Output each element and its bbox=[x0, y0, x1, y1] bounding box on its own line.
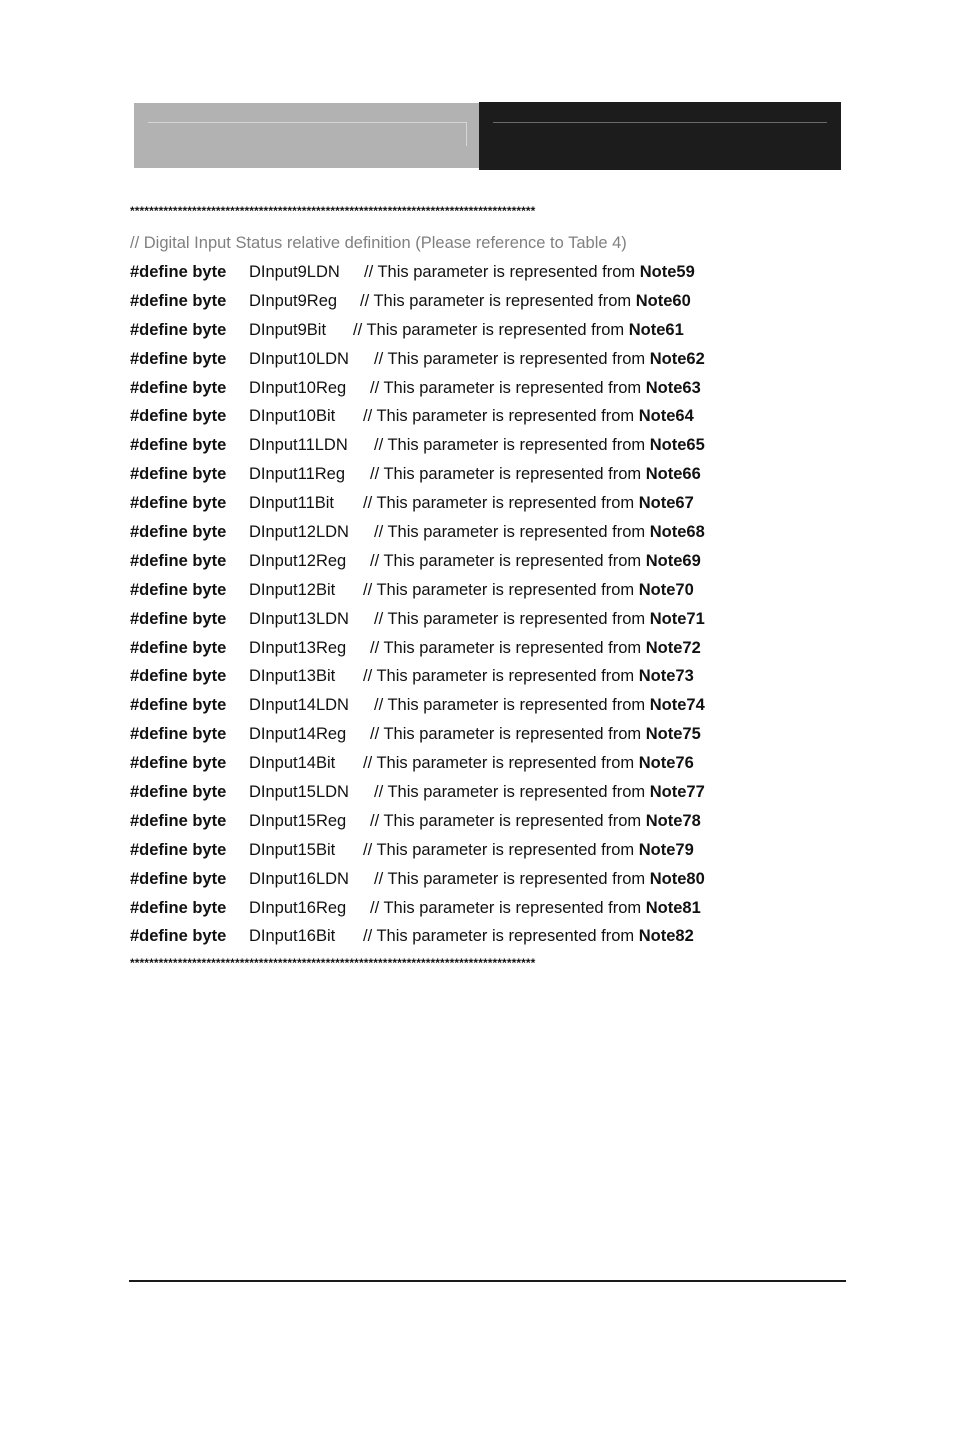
define-name: DInput10Reg bbox=[249, 378, 347, 397]
note-reference: Note59 bbox=[639, 263, 695, 281]
comment-text: // This parameter is represented from bbox=[374, 349, 650, 368]
define-comment bbox=[363, 925, 694, 947]
define-row bbox=[130, 723, 830, 752]
define-keyword: #define byte bbox=[130, 378, 227, 397]
note-reference: Note65 bbox=[649, 436, 705, 455]
define-row bbox=[130, 492, 830, 521]
define-keyword: #define byte bbox=[130, 869, 227, 888]
note-reference: Note75 bbox=[645, 725, 701, 744]
note-reference: Note63 bbox=[645, 378, 701, 397]
define-row bbox=[130, 839, 830, 868]
define-comment bbox=[374, 434, 705, 456]
define-name: DInput16LDN bbox=[249, 869, 349, 888]
define-name: DInput9LDN bbox=[249, 263, 340, 281]
define-name: DInput16Bit bbox=[249, 927, 336, 946]
define-row bbox=[130, 637, 830, 666]
note-reference: Note81 bbox=[645, 898, 701, 917]
define-comment bbox=[374, 608, 705, 630]
header-left-rule bbox=[148, 122, 466, 123]
comment-text: // This parameter is represented from bbox=[370, 638, 646, 657]
note-reference: Note60 bbox=[635, 291, 691, 310]
define-row bbox=[130, 377, 830, 406]
define-name: DInput15Reg bbox=[249, 811, 347, 830]
define-name: DInput12Bit bbox=[249, 580, 336, 599]
define-row bbox=[130, 810, 830, 839]
define-name: DInput14LDN bbox=[249, 696, 349, 715]
define-keyword: #define byte bbox=[130, 436, 227, 455]
define-keyword: #define byte bbox=[130, 407, 227, 426]
define-name: DInput13LDN bbox=[249, 609, 349, 628]
comment-text: // This parameter is represented from bbox=[374, 523, 650, 542]
define-keyword: #define byte bbox=[130, 320, 227, 339]
footer-rule bbox=[129, 1280, 846, 1282]
define-row bbox=[130, 550, 830, 579]
define-row bbox=[130, 434, 830, 463]
note-reference: Note78 bbox=[645, 811, 701, 830]
define-keyword: #define byte bbox=[130, 783, 227, 802]
note-reference: Note70 bbox=[638, 580, 694, 599]
note-reference: Note73 bbox=[638, 667, 694, 686]
note-reference: Note77 bbox=[649, 783, 705, 802]
define-row bbox=[130, 579, 830, 608]
header-left-tab bbox=[134, 103, 479, 168]
note-reference: Note61 bbox=[628, 320, 684, 339]
comment-text: // This parameter is represented from bbox=[370, 898, 646, 917]
note-reference: Note74 bbox=[649, 696, 705, 715]
note-reference: Note80 bbox=[649, 869, 705, 888]
comment-text: // This parameter is represented from bbox=[370, 551, 646, 570]
define-row bbox=[130, 665, 830, 694]
define-name: DInput16Reg bbox=[249, 898, 347, 917]
define-comment bbox=[374, 694, 705, 716]
note-reference: Note71 bbox=[649, 609, 705, 628]
define-name: DInput15Bit bbox=[249, 840, 336, 859]
define-row bbox=[130, 463, 830, 492]
define-comment bbox=[374, 348, 705, 370]
comment-text: // This parameter is represented from bbox=[364, 263, 640, 281]
comment-text: // This parameter is represented from bbox=[363, 407, 639, 426]
define-row bbox=[130, 752, 830, 781]
note-reference: Note69 bbox=[645, 551, 701, 570]
comment-text: // This parameter is represented from bbox=[374, 696, 650, 715]
define-row bbox=[130, 897, 830, 926]
define-row bbox=[130, 781, 830, 810]
define-keyword: #define byte bbox=[130, 840, 227, 859]
define-keyword: #define byte bbox=[130, 696, 227, 715]
note-reference: Note64 bbox=[638, 407, 694, 426]
note-reference: Note68 bbox=[649, 523, 705, 542]
comment-text: // This parameter is represented from bbox=[360, 291, 636, 310]
define-name: DInput9Reg bbox=[249, 291, 338, 310]
define-keyword: #define byte bbox=[130, 725, 227, 744]
define-keyword: #define byte bbox=[130, 638, 227, 657]
define-row bbox=[130, 694, 830, 723]
define-comment bbox=[370, 377, 701, 399]
define-comment bbox=[370, 463, 701, 485]
define-comment bbox=[360, 290, 691, 312]
define-comment bbox=[353, 319, 684, 341]
define-name: DInput13Bit bbox=[249, 667, 336, 686]
define-comment bbox=[364, 261, 695, 283]
define-name: DInput10LDN bbox=[249, 349, 349, 368]
define-comment bbox=[370, 810, 701, 832]
define-keyword: #define byte bbox=[130, 811, 227, 830]
define-keyword: #define byte bbox=[130, 551, 227, 570]
define-row bbox=[130, 521, 830, 550]
define-keyword: #define byte bbox=[130, 523, 227, 542]
comment-text: // This parameter is represented from bbox=[374, 783, 650, 802]
define-comment bbox=[363, 839, 694, 861]
comment-text: // This parameter is represented from bbox=[374, 436, 650, 455]
note-reference: Note82 bbox=[638, 927, 694, 946]
note-reference: Note67 bbox=[638, 494, 694, 513]
comment-text: // This parameter is represented from bbox=[370, 378, 646, 397]
note-reference: Note76 bbox=[638, 754, 694, 773]
define-keyword: #define byte bbox=[130, 465, 227, 484]
define-keyword: #define byte bbox=[130, 494, 227, 513]
define-row bbox=[130, 261, 830, 290]
comment-text: // This parameter is represented from bbox=[363, 494, 639, 513]
define-name: DInput14Reg bbox=[249, 725, 347, 744]
define-name: DInput11Bit bbox=[249, 494, 334, 513]
note-reference: Note72 bbox=[645, 638, 701, 657]
define-comment bbox=[363, 492, 694, 514]
comment-text: // This parameter is represented from bbox=[363, 840, 639, 859]
define-name: DInput15LDN bbox=[249, 783, 349, 802]
define-comment bbox=[374, 521, 705, 543]
define-row bbox=[130, 405, 830, 434]
define-list bbox=[130, 261, 830, 954]
define-comment bbox=[374, 781, 705, 803]
separator-bottom: ************************************************************************************* bbox=[130, 956, 536, 970]
define-keyword: #define byte bbox=[130, 667, 227, 686]
comment-text: // This parameter is represented from bbox=[374, 609, 650, 628]
comment-text: // This parameter is represented from bbox=[363, 754, 639, 773]
define-row bbox=[130, 290, 830, 319]
define-comment bbox=[363, 665, 694, 687]
define-comment bbox=[363, 579, 694, 601]
comment-text: // This parameter is represented from bbox=[353, 320, 629, 339]
define-name: DInput10Bit bbox=[249, 407, 336, 426]
define-name: DInput13Reg bbox=[249, 638, 347, 657]
define-name: DInput14Bit bbox=[249, 754, 336, 773]
define-name: DInput11LDN bbox=[249, 436, 348, 455]
note-reference: Note66 bbox=[645, 465, 701, 484]
define-row bbox=[130, 868, 830, 897]
define-name: DInput12Reg bbox=[249, 551, 347, 570]
define-keyword: #define byte bbox=[130, 349, 227, 368]
define-row bbox=[130, 348, 830, 377]
separator-top: ************************************************************************************* bbox=[130, 204, 536, 218]
comment-text: // This parameter is represented from bbox=[374, 869, 650, 888]
define-keyword: #define byte bbox=[130, 580, 227, 599]
define-row bbox=[130, 608, 830, 637]
header-left-tick bbox=[466, 122, 467, 146]
define-name: DInput9Bit bbox=[249, 320, 327, 339]
define-keyword: #define byte bbox=[130, 754, 227, 773]
comment-text: // This parameter is represented from bbox=[370, 725, 646, 744]
define-keyword: #define byte bbox=[130, 898, 227, 917]
header-right-rule bbox=[493, 122, 827, 123]
header-right-tab bbox=[479, 102, 841, 170]
define-name: DInput11Reg bbox=[249, 465, 346, 484]
comment-text: // This parameter is represented from bbox=[363, 580, 639, 599]
define-comment bbox=[370, 550, 701, 572]
define-comment bbox=[370, 637, 701, 659]
comment-text: // This parameter is represented from bbox=[370, 811, 646, 830]
define-comment bbox=[370, 897, 701, 919]
comment-text: // This parameter is represented from bbox=[363, 927, 639, 946]
define-keyword: #define byte bbox=[130, 609, 227, 628]
define-keyword: #define byte bbox=[130, 291, 227, 310]
comment-text: // This parameter is represented from bbox=[370, 465, 646, 484]
define-name: DInput12LDN bbox=[249, 523, 349, 542]
define-comment bbox=[363, 405, 694, 427]
note-reference: Note79 bbox=[638, 840, 694, 859]
define-comment bbox=[370, 723, 701, 745]
define-keyword: #define byte bbox=[130, 927, 227, 946]
define-comment bbox=[374, 868, 705, 890]
section-comment: // Digital Input Status relative definition (Please reference to Table 4) bbox=[130, 234, 627, 252]
comment-text: // This parameter is represented from bbox=[363, 667, 639, 686]
define-row bbox=[130, 319, 830, 348]
define-comment bbox=[363, 752, 694, 774]
define-keyword: #define byte bbox=[130, 263, 227, 281]
note-reference: Note62 bbox=[649, 349, 705, 368]
define-row bbox=[130, 925, 830, 954]
